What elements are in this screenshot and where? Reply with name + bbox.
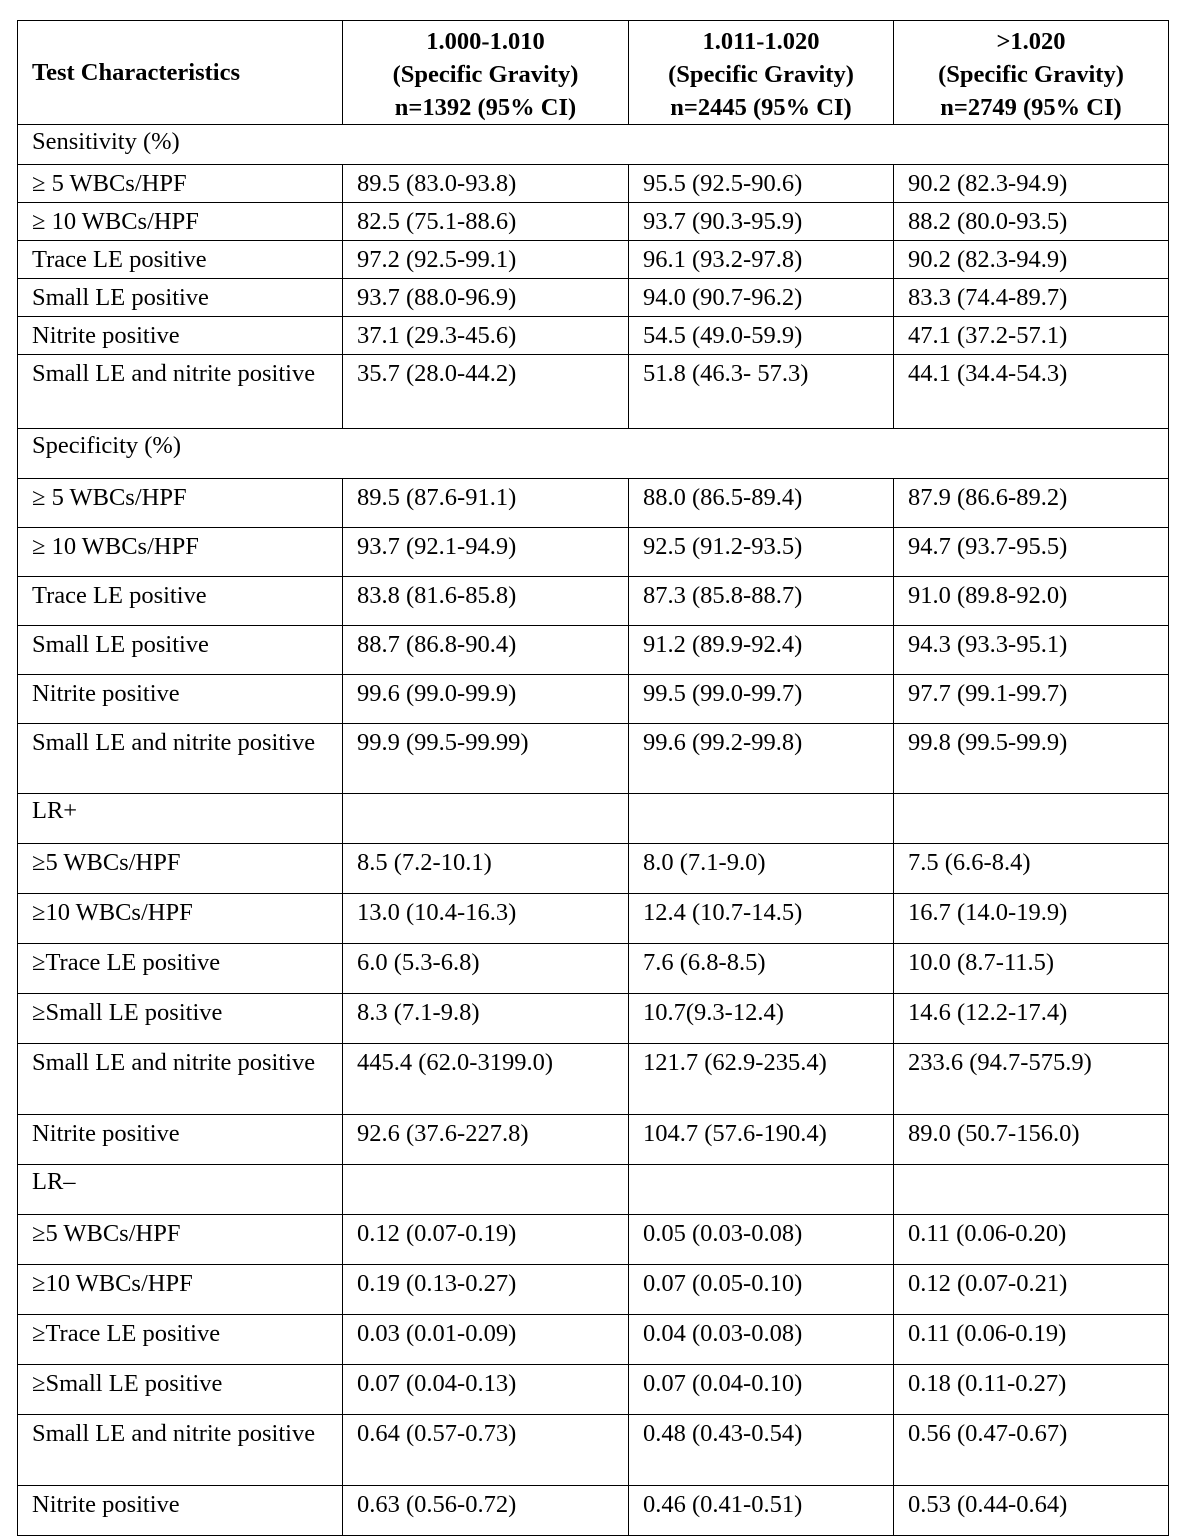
value-cell: 94.3 (93.3-95.1) xyxy=(894,626,1169,675)
header-col-3-range: >1.020 xyxy=(996,28,1066,55)
section-row xyxy=(18,1165,1169,1215)
row-label: Small LE and nitrite positive xyxy=(18,1415,343,1486)
header-col-3-n: n=2749 (95% CI) xyxy=(940,94,1122,121)
value-cell: 14.6 (12.2-17.4) xyxy=(894,994,1169,1044)
row-label: ≥5 WBCs/HPF xyxy=(18,1215,343,1265)
value-cell: 99.5 (99.0-99.7) xyxy=(629,675,894,724)
table-row xyxy=(18,1265,1169,1315)
value-cell: 0.46 (0.41-0.51) xyxy=(629,1486,894,1536)
value-cell: 83.3 (74.4-89.7) xyxy=(894,279,1169,317)
value-cell: 97.7 (99.1-99.7) xyxy=(894,675,1169,724)
value-cell: 0.64 (0.57-0.73) xyxy=(343,1415,629,1486)
value-cell: 0.48 (0.43-0.54) xyxy=(629,1415,894,1486)
header-col-2-range: 1.011-1.020 xyxy=(702,28,820,55)
value-cell: 0.63 (0.56-0.72) xyxy=(343,1486,629,1536)
value-cell: 92.6 (37.6-227.8) xyxy=(343,1115,629,1165)
row-label: Trace LE positive xyxy=(18,577,343,626)
value-cell: 12.4 (10.7-14.5) xyxy=(629,894,894,944)
table-row xyxy=(18,355,1169,429)
value-cell: 0.03 (0.01-0.09) xyxy=(343,1315,629,1365)
value-cell: 0.12 (0.07-0.19) xyxy=(343,1215,629,1265)
value-cell: 7.5 (6.6-8.4) xyxy=(894,844,1169,894)
row-label: ≥Small LE positive xyxy=(18,1365,343,1415)
table-row xyxy=(18,279,1169,317)
value-cell: 44.1 (34.4-54.3) xyxy=(894,355,1169,429)
row-label: Small LE and nitrite positive xyxy=(18,355,343,429)
section-title: Sensitivity (%) xyxy=(18,125,1169,165)
value-cell: 96.1 (93.2-97.8) xyxy=(629,241,894,279)
row-label: ≥Trace LE positive xyxy=(18,944,343,994)
value-cell: 91.0 (89.8-92.0) xyxy=(894,577,1169,626)
value-cell: 89.0 (50.7-156.0) xyxy=(894,1115,1169,1165)
row-label: Trace LE positive xyxy=(18,241,343,279)
header-col-3-unit: (Specific Gravity) xyxy=(938,61,1124,88)
header-col-1-n: n=1392 (95% CI) xyxy=(394,94,577,121)
header-row xyxy=(18,21,1169,125)
value-cell: 92.5 (91.2-93.5) xyxy=(629,528,894,577)
value-cell: 87.9 (86.6-89.2) xyxy=(894,479,1169,528)
section-title: Specificity (%) xyxy=(18,429,1169,479)
value-cell: 7.6 (6.8-8.5) xyxy=(629,944,894,994)
table-row xyxy=(18,165,1169,203)
value-cell: 0.11 (0.06-0.19) xyxy=(894,1315,1169,1365)
empty-cell xyxy=(343,1165,629,1215)
table-row xyxy=(18,203,1169,241)
value-cell: 93.7 (90.3-95.9) xyxy=(629,203,894,241)
value-cell: 0.11 (0.06-0.20) xyxy=(894,1215,1169,1265)
value-cell: 13.0 (10.4-16.3) xyxy=(343,894,629,944)
table-row xyxy=(18,675,1169,724)
value-cell: 35.7 (28.0-44.2) xyxy=(343,355,629,429)
table-row xyxy=(18,1365,1169,1415)
value-cell: 47.1 (37.2-57.1) xyxy=(894,317,1169,355)
value-cell: 16.7 (14.0-19.9) xyxy=(894,894,1169,944)
table-row xyxy=(18,1215,1169,1265)
value-cell: 233.6 (94.7-575.9) xyxy=(894,1044,1169,1115)
value-cell: 99.6 (99.2-99.8) xyxy=(629,724,894,794)
value-cell: 99.9 (99.5-99.99) xyxy=(343,724,629,794)
value-cell: 8.5 (7.2-10.1) xyxy=(343,844,629,894)
table-row xyxy=(18,317,1169,355)
value-cell: 97.2 (92.5-99.1) xyxy=(343,241,629,279)
row-label: Nitrite positive xyxy=(18,317,343,355)
table-body xyxy=(18,21,1169,1536)
row-label: ≥ 10 WBCs/HPF xyxy=(18,528,343,577)
section-row xyxy=(18,429,1169,479)
value-cell: 83.8 (81.6-85.8) xyxy=(343,577,629,626)
value-cell: 121.7 (62.9-235.4) xyxy=(629,1044,894,1115)
row-label: Small LE positive xyxy=(18,626,343,675)
value-cell: 0.07 (0.05-0.10) xyxy=(629,1265,894,1315)
value-cell: 89.5 (87.6-91.1) xyxy=(343,479,629,528)
value-cell: 87.3 (85.8-88.7) xyxy=(629,577,894,626)
header-col-2 xyxy=(629,21,894,125)
value-cell: 0.53 (0.44-0.64) xyxy=(894,1486,1169,1536)
section-title: LR– xyxy=(18,1165,343,1215)
results-table xyxy=(17,20,1169,1536)
value-cell: 6.0 (5.3-6.8) xyxy=(343,944,629,994)
header-col-2-unit: (Specific Gravity) xyxy=(668,61,854,88)
value-cell: 91.2 (89.9-92.4) xyxy=(629,626,894,675)
empty-cell xyxy=(629,794,894,844)
value-cell: 94.7 (93.7-95.5) xyxy=(894,528,1169,577)
value-cell: 89.5 (83.0-93.8) xyxy=(343,165,629,203)
table-row xyxy=(18,1044,1169,1115)
value-cell: 90.2 (82.3-94.9) xyxy=(894,165,1169,203)
row-label: Nitrite positive xyxy=(18,675,343,724)
row-label: Nitrite positive xyxy=(18,1486,343,1536)
table-row xyxy=(18,1486,1169,1536)
table-row xyxy=(18,479,1169,528)
row-label: ≥Trace LE positive xyxy=(18,1315,343,1365)
value-cell: 8.3 (7.1-9.8) xyxy=(343,994,629,1044)
value-cell: 82.5 (75.1-88.6) xyxy=(343,203,629,241)
header-test-characteristics: Test Characteristics xyxy=(18,21,343,125)
row-label: ≥5 WBCs/HPF xyxy=(18,844,343,894)
row-label: Nitrite positive xyxy=(18,1115,343,1165)
empty-cell xyxy=(894,1165,1169,1215)
header-col-3 xyxy=(894,21,1169,125)
table-row xyxy=(18,944,1169,994)
table-row xyxy=(18,1115,1169,1165)
table-row xyxy=(18,1315,1169,1365)
value-cell: 0.12 (0.07-0.21) xyxy=(894,1265,1169,1315)
value-cell: 88.7 (86.8-90.4) xyxy=(343,626,629,675)
table-row xyxy=(18,724,1169,794)
value-cell: 0.07 (0.04-0.10) xyxy=(629,1365,894,1415)
table-row xyxy=(18,528,1169,577)
value-cell: 88.0 (86.5-89.4) xyxy=(629,479,894,528)
row-label: ≥10 WBCs/HPF xyxy=(18,1265,343,1315)
section-title: LR+ xyxy=(18,794,343,844)
table-row xyxy=(18,1415,1169,1486)
empty-cell xyxy=(894,794,1169,844)
table-row xyxy=(18,241,1169,279)
value-cell: 104.7 (57.6-190.4) xyxy=(629,1115,894,1165)
value-cell: 37.1 (29.3-45.6) xyxy=(343,317,629,355)
value-cell: 10.0 (8.7-11.5) xyxy=(894,944,1169,994)
value-cell: 445.4 (62.0-3199.0) xyxy=(343,1044,629,1115)
header-col-1-unit: (Specific Gravity) xyxy=(392,61,579,88)
header-col-1-range: 1.000-1.010 xyxy=(426,28,545,55)
table-row xyxy=(18,577,1169,626)
value-cell: 54.5 (49.0-59.9) xyxy=(629,317,894,355)
value-cell: 8.0 (7.1-9.0) xyxy=(629,844,894,894)
row-label: Small LE positive xyxy=(18,279,343,317)
header-col-2-n: n=2445 (95% CI) xyxy=(670,94,852,121)
value-cell: 0.04 (0.03-0.08) xyxy=(629,1315,894,1365)
section-row xyxy=(18,125,1169,165)
value-cell: 93.7 (88.0-96.9) xyxy=(343,279,629,317)
value-cell: 99.8 (99.5-99.9) xyxy=(894,724,1169,794)
header-col-1 xyxy=(343,21,629,125)
value-cell: 0.56 (0.47-0.67) xyxy=(894,1415,1169,1486)
value-cell: 95.5 (92.5-90.6) xyxy=(629,165,894,203)
table-row xyxy=(18,844,1169,894)
value-cell: 51.8 (46.3- 57.3) xyxy=(629,355,894,429)
value-cell: 99.6 (99.0-99.9) xyxy=(343,675,629,724)
table-row xyxy=(18,626,1169,675)
value-cell: 93.7 (92.1-94.9) xyxy=(343,528,629,577)
row-label: ≥10 WBCs/HPF xyxy=(18,894,343,944)
table-row xyxy=(18,994,1169,1044)
section-row xyxy=(18,794,1169,844)
value-cell: 0.19 (0.13-0.27) xyxy=(343,1265,629,1315)
row-label: Small LE and nitrite positive xyxy=(18,724,343,794)
value-cell: 88.2 (80.0-93.5) xyxy=(894,203,1169,241)
row-label: Small LE and nitrite positive xyxy=(18,1044,343,1115)
row-label: ≥ 5 WBCs/HPF xyxy=(18,479,343,528)
value-cell: 0.18 (0.11-0.27) xyxy=(894,1365,1169,1415)
value-cell: 10.7(9.3-12.4) xyxy=(629,994,894,1044)
value-cell: 94.0 (90.7-96.2) xyxy=(629,279,894,317)
row-label: ≥Small LE positive xyxy=(18,994,343,1044)
empty-cell xyxy=(629,1165,894,1215)
table-row xyxy=(18,894,1169,944)
value-cell: 90.2 (82.3-94.9) xyxy=(894,241,1169,279)
row-label: ≥ 5 WBCs/HPF xyxy=(18,165,343,203)
value-cell: 0.07 (0.04-0.13) xyxy=(343,1365,629,1415)
empty-cell xyxy=(343,794,629,844)
row-label: ≥ 10 WBCs/HPF xyxy=(18,203,343,241)
value-cell: 0.05 (0.03-0.08) xyxy=(629,1215,894,1265)
